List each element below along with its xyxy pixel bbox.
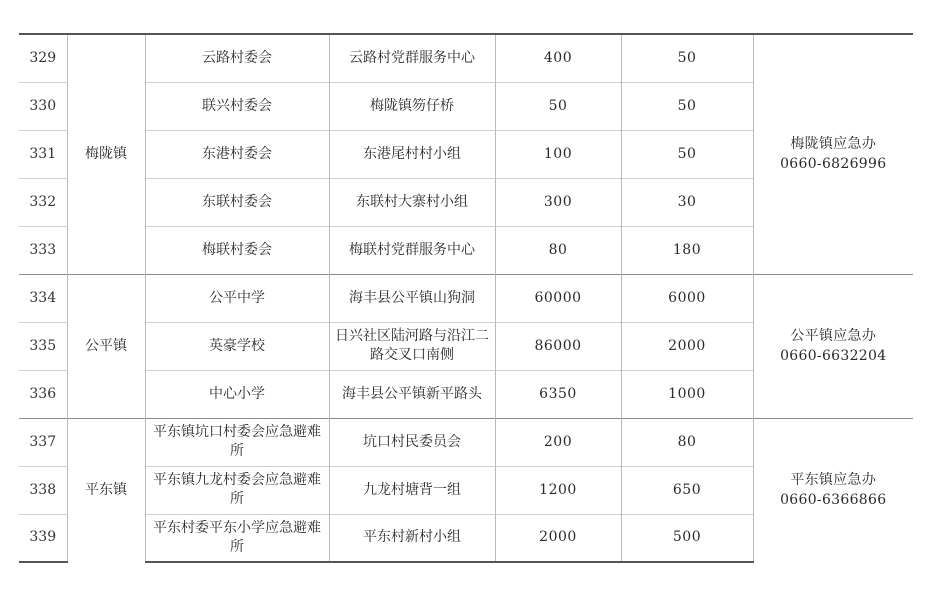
town-cell: 公平镇 bbox=[67, 274, 145, 418]
row-number: 335 bbox=[19, 322, 67, 370]
area-cell: 80 bbox=[621, 418, 753, 466]
unit-cell: 公平中学 bbox=[145, 274, 329, 322]
row-number: 331 bbox=[19, 130, 67, 178]
row-number: 329 bbox=[19, 34, 67, 82]
unit-cell: 东联村委会 bbox=[145, 178, 329, 226]
unit-cell: 联兴村委会 bbox=[145, 82, 329, 130]
row-number: 338 bbox=[19, 466, 67, 514]
address-cell: 东联村大寨村小组 bbox=[329, 178, 495, 226]
row-number: 337 bbox=[19, 418, 67, 466]
capacity-cell: 300 bbox=[495, 178, 621, 226]
contact-name: 平东镇应急办 bbox=[790, 472, 877, 489]
unit-cell: 云路村委会 bbox=[145, 34, 329, 82]
unit-cell: 英豪学校 bbox=[145, 322, 329, 370]
contact-phone: 0660-6366866 bbox=[780, 492, 887, 509]
table-row bbox=[19, 418, 913, 466]
contact-cell bbox=[753, 34, 913, 274]
capacity-cell: 400 bbox=[495, 34, 621, 82]
unit-cell: 平东村委平东小学应急避难所 bbox=[145, 514, 329, 562]
table-row bbox=[19, 274, 913, 322]
area-cell: 50 bbox=[621, 82, 753, 130]
area-cell: 650 bbox=[621, 466, 753, 514]
table-row bbox=[19, 34, 913, 82]
row-number: 333 bbox=[19, 226, 67, 274]
capacity-cell: 200 bbox=[495, 418, 621, 466]
row-number: 336 bbox=[19, 370, 67, 418]
capacity-cell: 80 bbox=[495, 226, 621, 274]
unit-cell: 平东镇坑口村委会应急避难所 bbox=[145, 418, 329, 466]
row-number: 330 bbox=[19, 82, 67, 130]
capacity-cell: 60000 bbox=[495, 274, 621, 322]
row-number: 334 bbox=[19, 274, 67, 322]
contact-name: 公平镇应急办 bbox=[790, 328, 877, 344]
capacity-cell: 100 bbox=[495, 130, 621, 178]
address-cell: 坑口村民委员会 bbox=[329, 418, 495, 466]
unit-cell: 中心小学 bbox=[145, 370, 329, 418]
capacity-cell: 6350 bbox=[495, 370, 621, 418]
town-cell: 梅陇镇 bbox=[67, 34, 145, 274]
address-cell: 日兴社区陆河路与沿江二路交叉口南侧 bbox=[329, 322, 495, 370]
capacity-cell: 1200 bbox=[495, 466, 621, 514]
contact-phone: 0660-6826996 bbox=[780, 156, 887, 173]
unit-cell: 东港村委会 bbox=[145, 130, 329, 178]
area-cell: 500 bbox=[621, 514, 753, 562]
area-cell: 6000 bbox=[621, 274, 753, 322]
address-cell: 海丰县公平镇新平路头 bbox=[329, 370, 495, 418]
area-cell: 2000 bbox=[621, 322, 753, 370]
town-cell: 平东镇 bbox=[67, 418, 145, 562]
area-cell: 30 bbox=[621, 178, 753, 226]
address-cell: 梅联村党群服务中心 bbox=[329, 226, 495, 274]
area-cell: 50 bbox=[621, 130, 753, 178]
unit-cell: 平东镇九龙村委会应急避难所 bbox=[145, 466, 329, 514]
capacity-cell: 50 bbox=[495, 82, 621, 130]
address-cell: 九龙村塘背一组 bbox=[329, 466, 495, 514]
area-cell: 180 bbox=[621, 226, 753, 274]
shelter-table bbox=[19, 33, 913, 563]
area-cell: 50 bbox=[621, 34, 753, 82]
capacity-cell: 86000 bbox=[495, 322, 621, 370]
address-cell: 东港尾村村小组 bbox=[329, 130, 495, 178]
contact-name: 梅陇镇应急办 bbox=[790, 136, 877, 153]
capacity-cell: 2000 bbox=[495, 514, 621, 562]
row-number: 339 bbox=[19, 514, 67, 562]
contact-cell bbox=[753, 274, 913, 418]
row-number: 332 bbox=[19, 178, 67, 226]
contact-cell bbox=[753, 418, 913, 562]
address-cell: 海丰县公平镇山狗洞 bbox=[329, 274, 495, 322]
address-cell: 梅陇镇笏仔桥 bbox=[329, 82, 495, 130]
unit-cell: 梅联村委会 bbox=[145, 226, 329, 274]
address-cell: 云路村党群服务中心 bbox=[329, 34, 495, 82]
address-cell: 平东村新村小组 bbox=[329, 514, 495, 562]
contact-phone: 0660-6632204 bbox=[780, 348, 887, 364]
area-cell: 1000 bbox=[621, 370, 753, 418]
